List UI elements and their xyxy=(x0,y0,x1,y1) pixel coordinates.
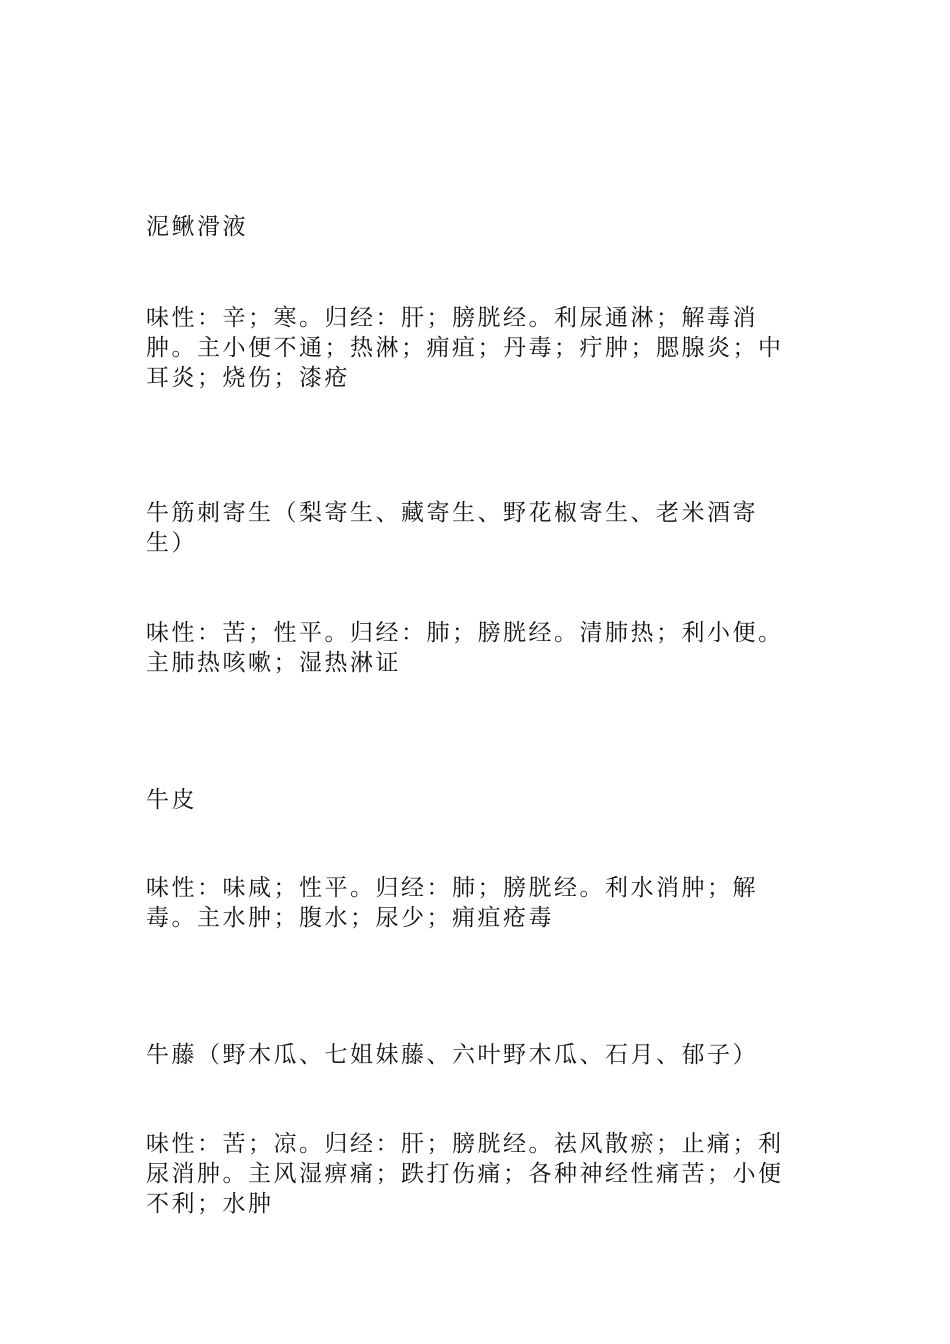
entry-description: 味性：苦；凉。归经：肝；膀胱经。祛风散瘀；止痛；利尿消肿。主风湿痹痛；跌打伤痛；各种神经性痛苦；小便不利；水肿 xyxy=(146,1131,784,1217)
entry-title: 牛藤（野木瓜、七姐妹藤、六叶野木瓜、石月、郁子） xyxy=(146,1042,758,1068)
entry-title: 泥鳅滑液 xyxy=(146,214,248,240)
entry-description: 味性：味咸；性平。归经：肺；膀胱经。利水消肿；解毒。主水肿；腹水；尿少；痈疽疮毒 xyxy=(146,875,758,931)
entry-description: 味性：辛；寒。归经：肝；膀胱经。利尿通淋；解毒消肿。主小便不通；热淋；痈疽；丹毒；疔肿；腮腺炎；中耳炎；烧伤；漆疮 xyxy=(146,305,784,391)
entry-title: 牛筋刺寄生（梨寄生、藏寄生、野花椒寄生、老米酒寄生） xyxy=(146,500,758,556)
entry-description: 味性：苦；性平。归经：肺；膀胱经。清肺热；利小便。主肺热咳嗽；湿热淋证 xyxy=(146,620,784,676)
entry-title: 牛皮 xyxy=(146,787,197,813)
